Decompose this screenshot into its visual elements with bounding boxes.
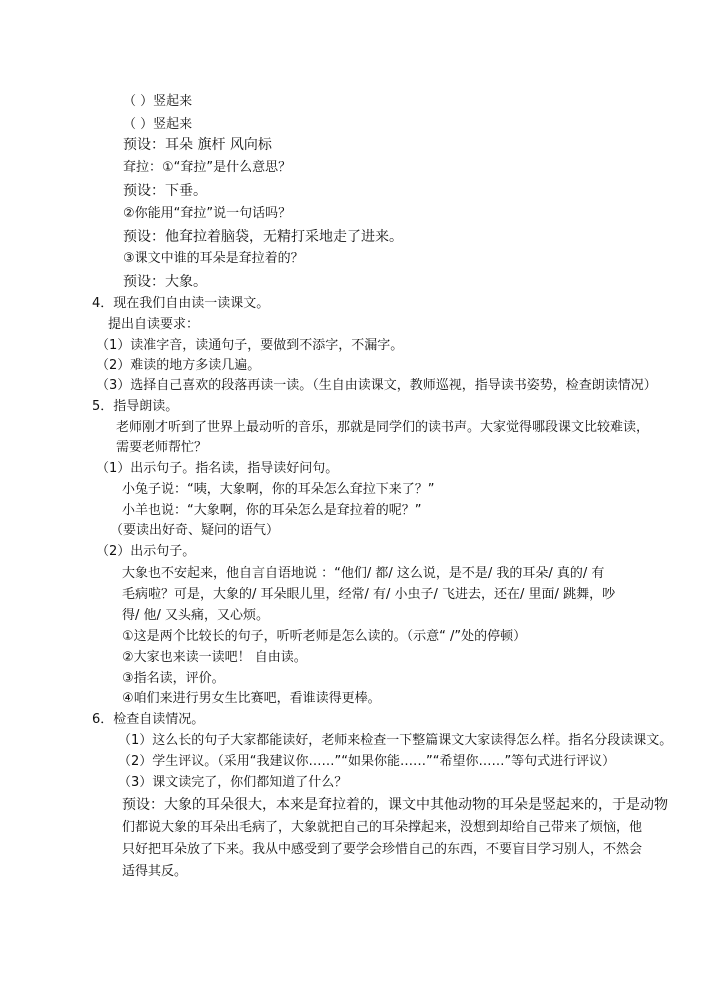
section-heading: 4．现在我们自由读一读课文。 — [92, 296, 270, 311]
text-line: 们都说大象的耳朵出毛病了，大象就把自己的耳朵撑起来，没想到却给自己带来了烦恼，他 — [122, 820, 643, 835]
section-heading: 5．指导朗读。 — [92, 399, 179, 414]
text-line: （要读出好奇、疑问的语气） — [110, 523, 280, 538]
text-line: ②你能用“耷拉”说一句话吗？ — [123, 206, 292, 221]
text-line: 预设：他耷拉着脑袋，无精打采地走了进来。 — [123, 229, 403, 245]
text-line: 毛病啦？可是，大象的/ 耳朵眼儿里，经常/ 有/ 小虫子/ 飞进去，还在/ 里面/ 跳舞，吵 — [122, 587, 616, 602]
text-line: （1）出示句子。指名读，指导读好问句。 — [96, 461, 339, 476]
text-line: ②大家也来读一读吧！ 自由读。 — [122, 650, 307, 665]
text-line: 预设：耳朵 旗杆 风向标 — [123, 137, 272, 153]
text-line: ④咱们来进行男女生比赛吧，看谁读得更棒。 — [122, 691, 381, 706]
text-line: （2）学生评议。（采用“我建议你……”“如果你能……”“希望你……”等句式进行评议） — [118, 754, 616, 769]
text-line: 小兔子说：“咦，大象啊，你的耳朵怎么耷拉下来了？” — [122, 482, 435, 497]
text-line: ③指名读，评价。 — [122, 671, 225, 686]
text-line: （2）出示句子。 — [96, 544, 196, 559]
text-line: 预设：大象。 — [123, 274, 207, 290]
text-line: 预设：大象的耳朵很大，本来是耷拉着的，课文中其他动物的耳朵是竖起来的，于是动物 — [122, 797, 668, 813]
text-line: 只好把耳朵放了下来。我从中感受到了要学会珍惜自己的东西，不要盲目学习别人，不然会 — [122, 842, 643, 857]
text-line: 提出自读要求： — [108, 317, 200, 332]
text-line: （ ）竖起来 — [123, 94, 193, 109]
text-line: 耷拉：①“耷拉”是什么意思？ — [123, 160, 292, 175]
text-line: 适得其反。 — [122, 864, 188, 879]
text-line: 得/ 他/ 又头痛，又心烦。 — [122, 608, 270, 623]
text-line: （3）课文读完了，你们都知道了什么？ — [118, 775, 348, 790]
text-line: 大象也不安起来，他自言自语地说 ：“他们/ 都/ 这么说，是不是/ 我的耳朵/ 真的/ 有 — [122, 566, 605, 581]
text-line: 小羊也说：“大象啊，你的耳朵怎么是耷拉着的呢？” — [122, 503, 422, 518]
text-line: （1）这么长的句子大家都能读好，老师来检查一下整篇课文大家读得怎么样。指名分段读课文。 — [118, 733, 673, 748]
text-line: （2）难读的地方多读几遍。 — [96, 358, 261, 373]
text-line: 预设：下垂。 — [123, 183, 207, 199]
section-heading: 6．检查自读情况。 — [92, 712, 205, 727]
text-line: （1）读准字音，读通句子，要做到不添字，不漏字。 — [96, 338, 404, 353]
text-line: （ ）竖起来 — [123, 117, 193, 132]
text-line: ③课文中谁的耳朵是耷拉着的？ — [123, 251, 304, 266]
text-line: 老师刚才听到了世界上最动听的音乐，那就是同学们的读书声。大家觉得哪段课文比较难读， — [116, 420, 650, 435]
text-line: 需要老师帮忙？ — [116, 440, 208, 455]
text-line: ①这是两个比较长的句子，听听老师是怎么读的。（示意“ /”处的停顿） — [122, 629, 527, 644]
text-line: （3）选择自己喜欢的段落再读一读。（生自由读课文，教师巡视，指导读书姿势，检查朗读情况） — [96, 378, 657, 393]
